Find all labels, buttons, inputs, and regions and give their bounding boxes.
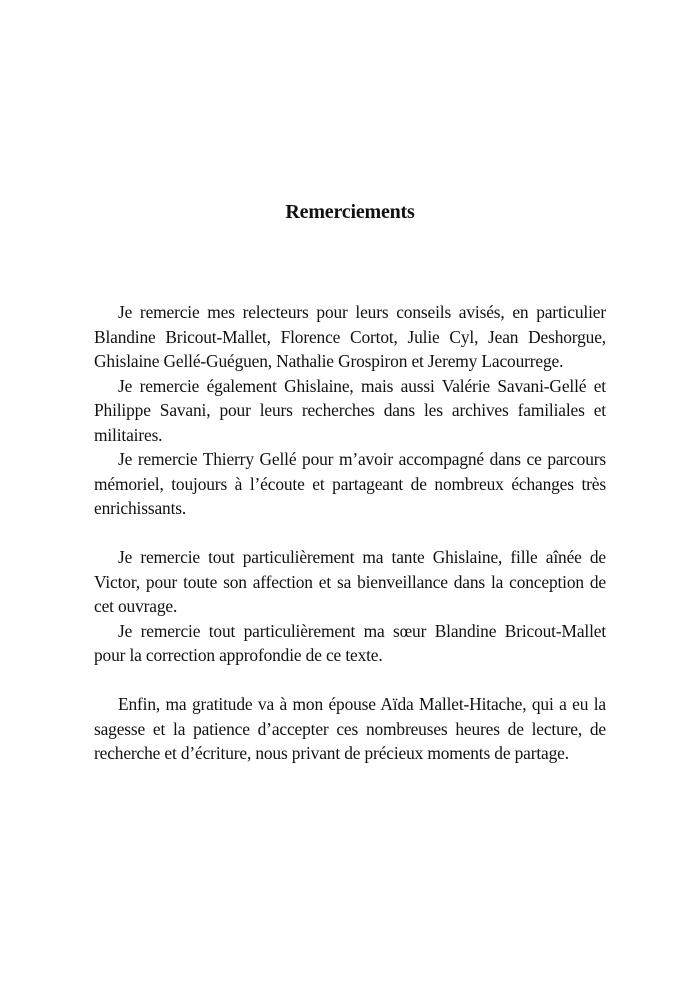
paragraph-thierry: Je remercie Thierry Gellé pour m’avoir accompagné dans ce parcours mémoriel, toujours à l’écoute et partageant de nombreux échanges très enrichissants. <box>94 449 606 518</box>
paragraph-gap <box>94 668 606 693</box>
paragraph-epouse: Enfin, ma gratitude va à mon épouse Aïda Mallet-Hitache, qui a eu la sagesse et la patience d’accepter ces nombreuses heures de lecture, de recherche et d’écriture, nous privant de précieux moments de partage. <box>94 694 606 763</box>
paragraph-tante: Je remercie tout particulièrement ma tante Ghislaine, fille aînée de Victor, pour toute son affection et sa bienveillance dans la conception de cet ouvrage. <box>94 547 606 616</box>
paragraph-soeur: Je remercie tout particulièrement ma sœur Blandine Bricout-Mallet pour la correction approfondie de ce texte. <box>94 620 606 665</box>
paragraph-archives: Je remercie également Ghislaine, mais aussi Valérie Savani-Gellé et Philippe Savani, pour leurs recherches dans les archives familiales et militaires. <box>94 375 606 445</box>
paragraph-gap <box>94 521 606 546</box>
page-title: Remerciements <box>285 201 415 223</box>
acknowledgements-body <box>94 300 606 766</box>
paragraph-relecteurs: Je remercie mes relecteurs pour leurs conseils avisés, en particulier Blandine Bricout-Mallet, Florence Cortot, Julie Cyl, Jean Deshorgue, Ghislaine Gellé-Guéguen, Nathalie Grospiron et Jeremy Lacourrege. <box>94 302 606 371</box>
